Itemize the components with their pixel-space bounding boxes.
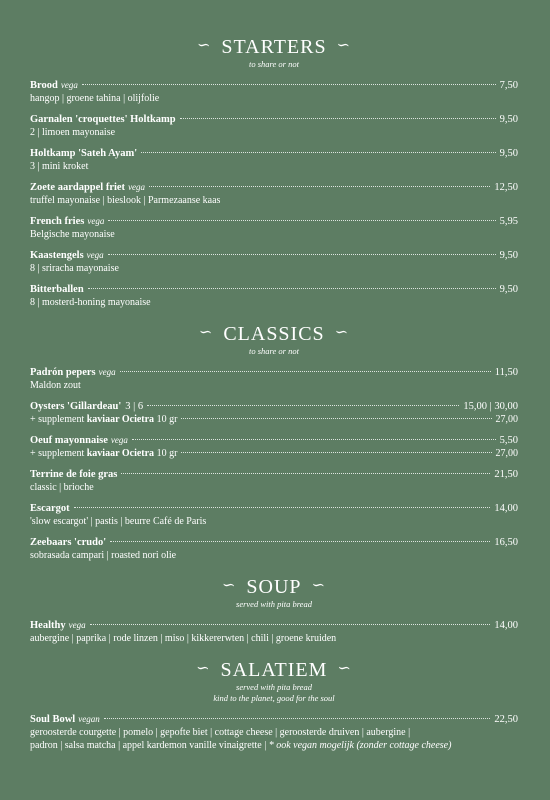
item-price: 5,50 — [499, 435, 518, 446]
menu-item-oysters — [30, 400, 518, 426]
item-price: 9,50 — [499, 114, 518, 125]
item-name: Brood — [30, 80, 58, 91]
starters-header — [30, 36, 518, 69]
dot-leader — [108, 220, 495, 221]
classics-title: CLASSICS — [223, 323, 325, 345]
item-tag: vega — [87, 216, 105, 226]
item-name: French fries — [30, 216, 85, 227]
item-description: truffel mayonaise | bieslook | Parmezaanse kaas — [30, 195, 221, 206]
ornament-right-icon: ∽ — [337, 660, 352, 677]
menu-item-sateh — [30, 147, 518, 173]
item-description: hangop | groene tahina | olijfolie — [30, 93, 160, 104]
item-name: Padrón pepers — [30, 367, 96, 378]
item-price: 22,50 — [494, 714, 518, 725]
item-name: Oeuf mayonnaise — [30, 435, 108, 446]
starters-title: STARTERS — [221, 36, 327, 58]
dot-leader — [110, 541, 490, 542]
dot-leader — [132, 439, 496, 440]
dot-leader — [121, 473, 490, 474]
salatiem-subtitle: served with pita bread — [236, 682, 312, 692]
item-name: Holtkamp 'Sateh Ayam' — [30, 148, 138, 159]
item-name: Bitterballen — [30, 284, 84, 295]
salatiem-tagline: kind to the planet, good for the soul — [213, 693, 335, 703]
item-description-continued: padron | salsa matcha | appel kardemon vanille vinaigrette | * ook vegan mogelijk (zonder cottage cheese) — [30, 740, 452, 751]
dot-leader — [74, 507, 491, 508]
dot-leader — [147, 405, 459, 406]
item-price: 9,50 — [499, 250, 518, 261]
dot-leader — [82, 84, 496, 85]
ornament-right-icon: ∽ — [311, 577, 326, 594]
item-tag: vega — [60, 80, 78, 90]
ornament-right-icon: ∽ — [336, 37, 352, 54]
item-price: 12,50 — [494, 182, 518, 193]
item-description: 'slow escargot' | pastis | beurre Café de Paris — [30, 516, 207, 527]
salatiem-list — [30, 713, 518, 752]
supplement-line — [30, 413, 518, 426]
item-price: 7,50 — [499, 80, 518, 91]
item-tag: vega — [86, 250, 104, 260]
ornament-left-icon: ∽ — [222, 577, 237, 594]
soup-list — [30, 619, 518, 645]
item-price: 16,50 — [494, 537, 518, 548]
item-price: 9,50 — [499, 148, 518, 159]
supplement-size: 10 gr — [156, 448, 178, 459]
ornament-left-icon: ∽ — [198, 324, 214, 341]
menu-item-healthy — [30, 619, 518, 645]
classics-list — [30, 366, 518, 562]
classics-subtitle: to share or not — [249, 346, 299, 356]
item-description: 8 | sriracha mayonaise — [30, 263, 119, 274]
dot-leader — [108, 254, 496, 255]
item-price: 11,50 — [494, 367, 518, 378]
menu-item-bitterballen — [30, 283, 518, 309]
item-name: Kaastengels — [30, 250, 84, 261]
starters-subtitle: to share or not — [249, 59, 299, 69]
item-price: 9,50 — [499, 284, 518, 295]
item-price: 14,00 — [494, 620, 518, 631]
menu-item-terrine — [30, 468, 518, 494]
supplement-prefix: + supplement — [30, 448, 85, 459]
item-description: geroosterde courgette | pomelo | gepofte biet | cottage cheese | geroosterde druiven | aubergine | — [30, 727, 411, 738]
item-name: Terrine de foie gras — [30, 469, 118, 480]
menu-item-zoete-aardappel — [30, 181, 518, 207]
item-price: 15,00 | 30,00 — [463, 401, 518, 412]
supplement-name: kaviaar Ocietra — [86, 448, 155, 459]
item-description: 2 | limoen mayonaise — [30, 127, 116, 138]
item-name: Healthy — [30, 620, 66, 631]
salatiem-section — [30, 659, 518, 752]
salatiem-header — [30, 659, 518, 703]
item-description: Belgische mayonaise — [30, 229, 115, 240]
soup-subtitle: served with pita bread — [236, 599, 312, 609]
item-tag: vega — [68, 620, 86, 630]
item-price: 14,00 — [494, 503, 518, 514]
dot-leader — [149, 186, 490, 187]
starters-section — [30, 36, 518, 309]
soup-section — [30, 576, 518, 645]
item-description: sobrasada campari | roasted nori olie — [30, 550, 177, 561]
supplement-price: 27,00 — [495, 448, 518, 459]
supplement-size: 10 gr — [156, 414, 178, 425]
item-tag: vega — [128, 182, 146, 192]
menu-item-escargot — [30, 502, 518, 528]
item-tag: vega — [110, 435, 128, 445]
supplement-prefix: + supplement — [30, 414, 85, 425]
item-price: 5,95 — [499, 216, 518, 227]
dot-leader — [141, 152, 495, 153]
dot-leader — [181, 418, 491, 419]
item-price: 21,50 — [494, 469, 518, 480]
item-description: 8 | mosterd-honing mayonaise — [30, 297, 151, 308]
item-name: Escargot — [30, 503, 70, 514]
menu-item-soul-bowl — [30, 713, 518, 752]
item-tag: vega — [98, 367, 116, 377]
supplement-name: kaviaar Ocietra — [86, 414, 155, 425]
classics-header — [30, 323, 518, 356]
dot-leader — [90, 624, 491, 625]
menu-item-padron — [30, 366, 518, 392]
menu-item-zeebaars — [30, 536, 518, 562]
item-name: Oysters 'Gillardeau' — [30, 401, 122, 412]
ornament-left-icon: ∽ — [196, 37, 212, 54]
ornament-right-icon: ∽ — [334, 324, 350, 341]
item-description: 3 | mini kroket — [30, 161, 89, 172]
supplement-price: 27,00 — [495, 414, 518, 425]
soup-title: SOUP — [246, 576, 302, 598]
starters-list — [30, 79, 518, 309]
item-description: aubergine | paprika | rode linzen | miso | kikkererwten | chili | groene kruiden — [30, 633, 337, 644]
menu-item-kaastengels — [30, 249, 518, 275]
ornament-left-icon: ∽ — [196, 660, 211, 677]
supplement-line — [30, 447, 518, 460]
soup-header — [30, 576, 518, 609]
dot-leader — [180, 118, 496, 119]
dot-leader — [181, 452, 491, 453]
item-tag: vegan — [78, 714, 100, 724]
item-name: Soul Bowl — [30, 714, 76, 725]
item-description: Maldon zout — [30, 380, 81, 391]
dot-leader — [104, 718, 491, 719]
item-quantity: 3 | 6 — [125, 401, 144, 412]
menu-item-french-fries — [30, 215, 518, 241]
menu-item-brood — [30, 79, 518, 105]
menu-page — [30, 36, 518, 766]
menu-item-garnalen — [30, 113, 518, 139]
item-name: Zoete aardappel friet — [30, 182, 126, 193]
salatiem-title: SALATIEM — [220, 659, 328, 681]
classics-section — [30, 323, 518, 562]
item-name: Garnalen 'croquettes' Holtkamp — [30, 114, 176, 125]
vegan-option-note: * ook vegan mogelijk (zonder cottage cheese) — [268, 740, 452, 751]
dot-leader — [120, 371, 491, 372]
dot-leader — [88, 288, 496, 289]
menu-item-oeuf — [30, 434, 518, 460]
item-name: Zeebaars 'crudo' — [30, 537, 107, 548]
item-description: classic | brioche — [30, 482, 94, 493]
